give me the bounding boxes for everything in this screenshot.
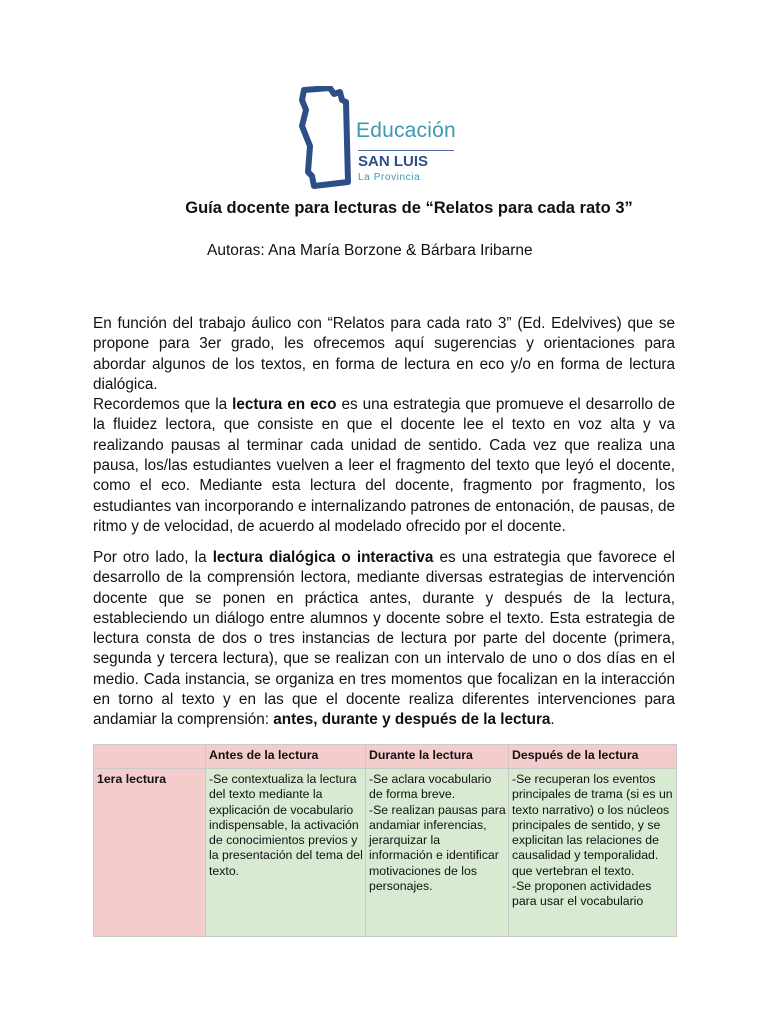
row-label-1era-lectura: 1era lectura	[94, 769, 206, 937]
table-row	[94, 769, 677, 937]
eco-text-start: Recordemos que la	[93, 396, 233, 414]
table-header-durante: Durante la lectura	[366, 745, 509, 769]
dialogic-text-end: .	[550, 711, 555, 729]
table-header-row	[94, 745, 677, 769]
intro-text: En función del trabajo áulico con “Relatos para cada rato 3” (Ed. Edelvives) que se propone para 3er grado, les ofrecemos aquí sugerencias y orientaciones para abordar algunos de los textos, en forma de lectura en eco y/o en forma de lectura dialógica.	[93, 315, 675, 393]
table-header-antes: Antes de la lectura	[206, 745, 366, 769]
education-san-luis-logo	[290, 86, 480, 194]
document-title: Guía docente para lecturas de “Relatos para cada rato 3”	[185, 199, 633, 217]
dialogic-text-start: Por otro lado, la	[93, 549, 213, 566]
intro-paragraph	[93, 314, 675, 537]
table-header-despues: Después de la lectura	[509, 745, 677, 769]
cell-antes: -Se contextualiza la lectura del texto mediante la explicación de vocabulario indispensable, la activación de conocimientos previos y la presentación del tema del texto.	[206, 769, 366, 937]
logo-sub-text: SAN LUIS	[358, 153, 429, 170]
table-header-empty	[94, 745, 206, 769]
reading-moments-table	[93, 744, 677, 937]
cell-despues: -Se recuperan los eventos principales de trama (si es un texto narrativo) o los núcleos principales de sentido, y se explicitan las relaciones de causalidad y temporalidad. que vertebran el texto. -Se proponen actividades para usar el vocabulario	[509, 769, 677, 937]
dialogic-term: lectura dialógica o interactiva	[212, 549, 434, 566]
dialogic-paragraph	[93, 548, 675, 731]
logo-main-text: Educación	[356, 119, 456, 142]
document-authors: Autoras: Ana María Borzone & Bárbara Iribarne	[207, 242, 533, 259]
cell-durante: -Se aclara vocabulario de forma breve. -Se realizan pausas para andamiar inferencias, jerarquizar la información e identificar motivaciones de los personajes.	[366, 769, 509, 937]
logo-divider	[358, 150, 454, 151]
logo-sub2-text: La Provincia	[358, 172, 421, 183]
eco-text-rest: es una estrategia que promueve el desarrollo de la fluidez lectora, que consiste en que el docente lee el texto en voz alta y va realizando pausas al terminar cada unidad de sentido. Cada vez que realiza una pausa, los/las estudiantes vuelven a leer el fragmento del texto que leyó el docente, como el eco. Mediante esta lectura del docente, fragmento por fragmento, los estudiantes van incorporando e internalizando patrones de entonación, de pausas, de ritmo y de velocidad, de acuerdo al modelado ofrecido por el docente.	[93, 396, 675, 535]
moments-term: antes, durante y después de la lectura	[273, 711, 551, 729]
dialogic-text-middle: es una estrategia que favorece el desarrollo de la comprensión lectora, mediante diversas estrategias de intervención docente que se ponen en práctica antes, durante y después de la lectura, estableciendo un diálogo entre alumnos y docente sobre el texto. Esta estrategia de lectura consta de dos o tres instancias de lectura por parte del docente (primera, segunda y tercera lectura), que se realizan con un intervalo de uno o dos días en el medio. Cada instancia, se organiza en tres momentos que focalizan en la interacción en torno al texto y en las que el docente realiza diferentes intervenciones para andamiar la comprensión:	[93, 549, 675, 729]
eco-term: lectura en eco	[232, 396, 337, 414]
